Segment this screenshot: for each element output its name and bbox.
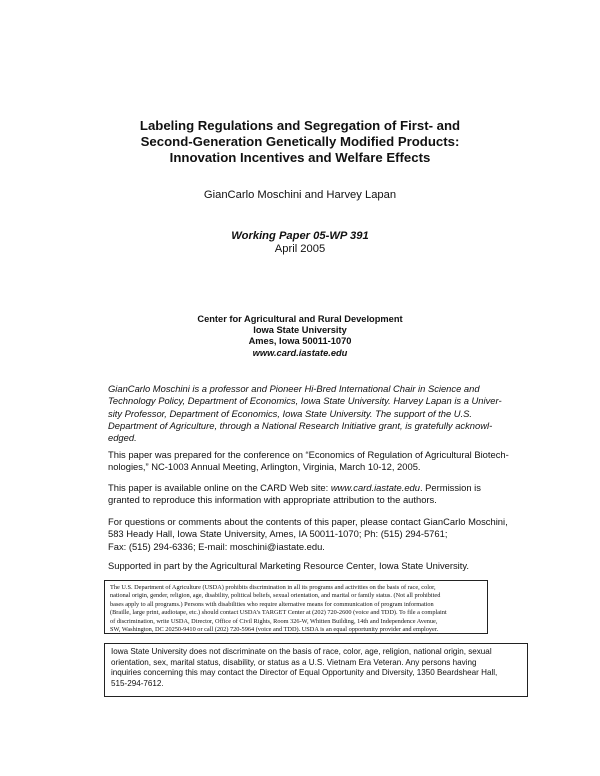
- conference-line: nologies,” NC-1003 Annual Meeting, Arlington, Virginia, March 10-12, 2005.: [108, 461, 421, 473]
- publication-date: April 2005: [274, 243, 326, 255]
- support-note: Supported in part by the Agricultural Marketing Resource Center, Iowa State University.: [108, 560, 469, 571]
- bio-line: Department of Agriculture, through a National Research Initiative grant, is gratefully acknowl-: [108, 419, 493, 431]
- availability-line: granted to reproduce this information with appropriate attribution to the authors.: [108, 494, 437, 506]
- availability-prefix: This paper is available online on the CARD Web site:: [108, 482, 331, 493]
- title-line: Innovation Incentives and Welfare Effects: [169, 150, 431, 165]
- center-university: Iowa State University: [253, 325, 347, 336]
- authors: GianCarlo Moschini and Harvey Lapan: [203, 189, 397, 201]
- usda-notice-line: bases apply to all programs.) Persons with disabilities who require alternative means for communication of program information: [110, 600, 434, 608]
- title-line: Labeling Regulations and Segregation of First- and: [139, 118, 461, 133]
- center-address: [100, 314, 500, 359]
- working-paper-block: [100, 230, 500, 256]
- usda-notice-line: national origin, gender, religion, age, disability, political beliefs, sexual orientation, and marital or family status. (Not all prohibited: [110, 592, 441, 600]
- conference-note: [108, 449, 528, 474]
- contact-note: [108, 516, 528, 553]
- author-bio: [108, 383, 528, 444]
- isu-notice-line: orientation, sex, marital status, disability, or status as a U.S. Vietnam Era Veteran. Any persons having: [111, 657, 477, 667]
- usda-notice-box: [104, 580, 488, 634]
- bio-line: sity Professor, Department of Economics, Iowa State University. The support of the U.S.: [108, 407, 473, 419]
- isu-notice-line: inquiries concerning this may contact the Director of Equal Opportunity and Diversity, 1350 Beardshear Hall,: [111, 668, 498, 678]
- usda-notice-line: of discrimination, write USDA, Director, Office of Civil Rights, Room 326-W, Whitten Building, 14th and Independence Avenue,: [110, 617, 438, 625]
- isu-notice-line: 515-294-7612.: [111, 678, 164, 688]
- usda-notice-line: (Braille, large print, audiotape, etc.) should contact USDA’s TARGET Center at (202) 720-2600 (voice and TDD). To file a complaint: [110, 609, 447, 617]
- center-name: Center for Agricultural and Rural Development: [197, 314, 403, 324]
- bio-line: Technology Policy, Department of Economics, Iowa State University. Harvey Lapan is a Univer-: [108, 395, 502, 407]
- availability-note: [108, 482, 528, 507]
- contact-line: Fax: (515) 294-6336; E-mail: moschini@iastate.edu.: [108, 540, 325, 552]
- paper-title: [110, 118, 490, 166]
- card-web-link[interactable]: www.card.iastate.edu: [330, 482, 420, 493]
- isu-notice-line: Iowa State University does not discriminate on the basis of race, color, age, religion, national origin, sexual: [111, 647, 492, 656]
- working-paper-number: Working Paper 05-WP 391: [231, 230, 369, 242]
- center-city: Ames, Iowa 50011-1070: [248, 336, 352, 347]
- contact-line: 583 Heady Hall, Iowa State University, Ames, IA 50011-1070; Ph: (515) 294-5761;: [108, 528, 448, 540]
- title-line: Second-Generation Genetically Modified Products:: [140, 134, 460, 149]
- center-url: www.card.iastate.edu: [252, 347, 348, 358]
- bio-line: GianCarlo Moschini is a professor and Pioneer Hi-Bred International Chair in Science and: [108, 383, 480, 394]
- isu-notice-box: [104, 643, 528, 697]
- conference-line: This paper was prepared for the conference on “Economics of Regulation of Agricultural Biotech-: [108, 449, 509, 460]
- contact-line: For questions or comments about the contents of this paper, please contact GianCarlo Moschini,: [108, 516, 508, 527]
- usda-notice-line: SW, Washington, DC 20250-9410 or call (202) 720-5964 (voice and TDD). USDA is an equal opportunity provider and employer.: [110, 626, 439, 634]
- usda-notice-line: The U.S. Department of Agriculture (USDA) prohibits discrimination in all its programs and activities on the basis of race, color,: [110, 584, 436, 591]
- availability-suffix: . Permission is: [419, 482, 481, 493]
- bio-line: edged.: [108, 432, 137, 444]
